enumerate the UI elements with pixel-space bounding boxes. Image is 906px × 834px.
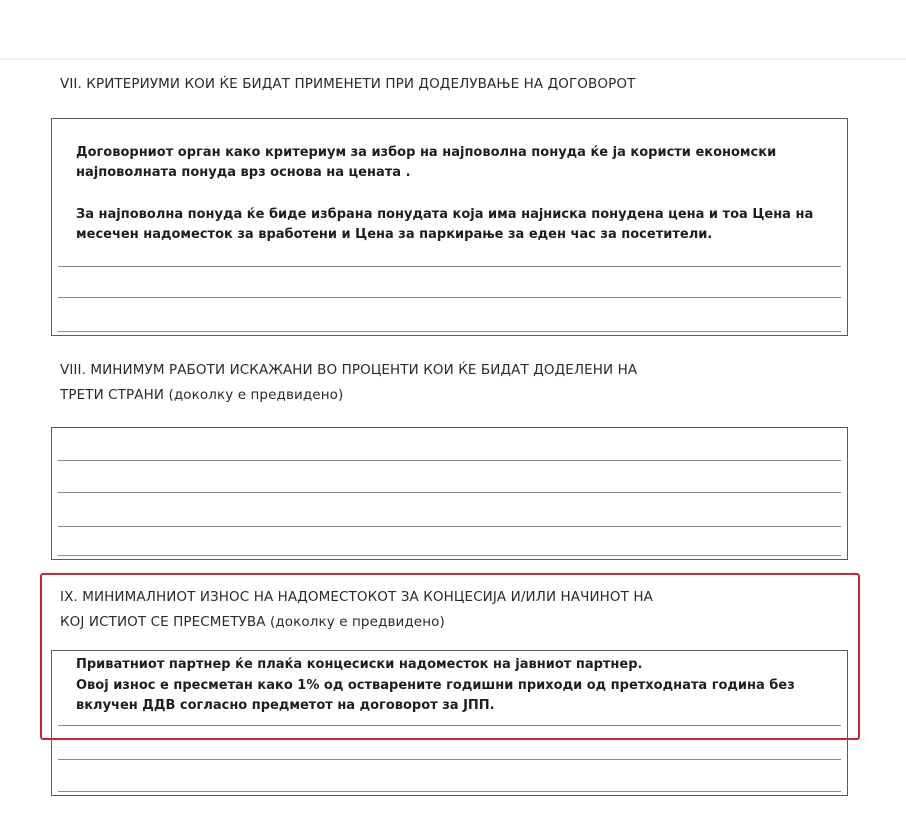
- section-vii-box: [51, 118, 848, 336]
- section-viii-heading-line-2: [60, 383, 850, 408]
- blank-line: [58, 492, 841, 493]
- section-viii-heading-line-2-text: ТРЕТИ СТРАНИ: [60, 387, 165, 403]
- highlight-frame: [40, 573, 860, 740]
- blank-line: [58, 526, 841, 527]
- section-vii-paragraph-2: За најповолна понуда ќе биде избрана понудата која има најниска понудена цена и тоа Цена на месечен надоместок за вработени и Цена за паркирање за еден час за посетители.: [76, 207, 814, 242]
- section-ix-heading-line-1: IX. МИНИМАЛНИОТ ИЗНОС НА НАДОМЕСТОКОТ ЗА КОНЦЕСИЈА И/ИЛИ НАЧИНОТ НА: [60, 589, 653, 605]
- section-ix-paragraph-2: Овој износ е пресметан како 1% од остварените годишни приходи од претходната година без вклучен ДДВ согласно предметот на договорот за ЈПП.: [76, 678, 795, 713]
- blank-line: [58, 331, 841, 332]
- blank-line: [58, 555, 841, 556]
- section-ix-paragraph-1: Приватниот партнер ќе плаќа концесиски надоместок на јавниот партнер.: [76, 657, 643, 672]
- section-vii-heading: [60, 72, 850, 97]
- section-viii-heading: [60, 358, 850, 408]
- section-ix-heading-line-2-text: КОЈ ИСТИОТ СЕ ПРЕСМЕТУВА: [60, 614, 266, 630]
- section-vii-paragraph-1: Договорниот орган како критериум за избор на најповолна понуда ќе ја користи економски најповолната понуда врз основа на цената .: [76, 145, 777, 180]
- section-ix-note: (доколку е предвидено): [269, 614, 445, 630]
- blank-line: [58, 460, 841, 461]
- section-viii-box: [51, 427, 848, 560]
- blank-line: [58, 297, 841, 298]
- blank-line: [58, 791, 841, 792]
- blank-line: [58, 759, 841, 760]
- section-viii-heading-line-1: VIII. МИНИМУМ РАБОТИ ИСКАЖАНИ ВО ПРОЦЕНТИ КОИ ЌЕ БИДАТ ДОДЕЛЕНИ НА: [60, 362, 638, 378]
- section-viii-note: (доколку е предвидено): [168, 387, 344, 403]
- blank-line: [58, 266, 841, 267]
- section-vii-heading-text: VII. КРИТЕРИУМИ КОИ ЌЕ БИДАТ ПРИМЕНЕТИ ПРИ ДОДЕЛУВАЊЕ НА ДОГОВОРОТ: [60, 76, 636, 92]
- page-top-divider: [0, 58, 906, 60]
